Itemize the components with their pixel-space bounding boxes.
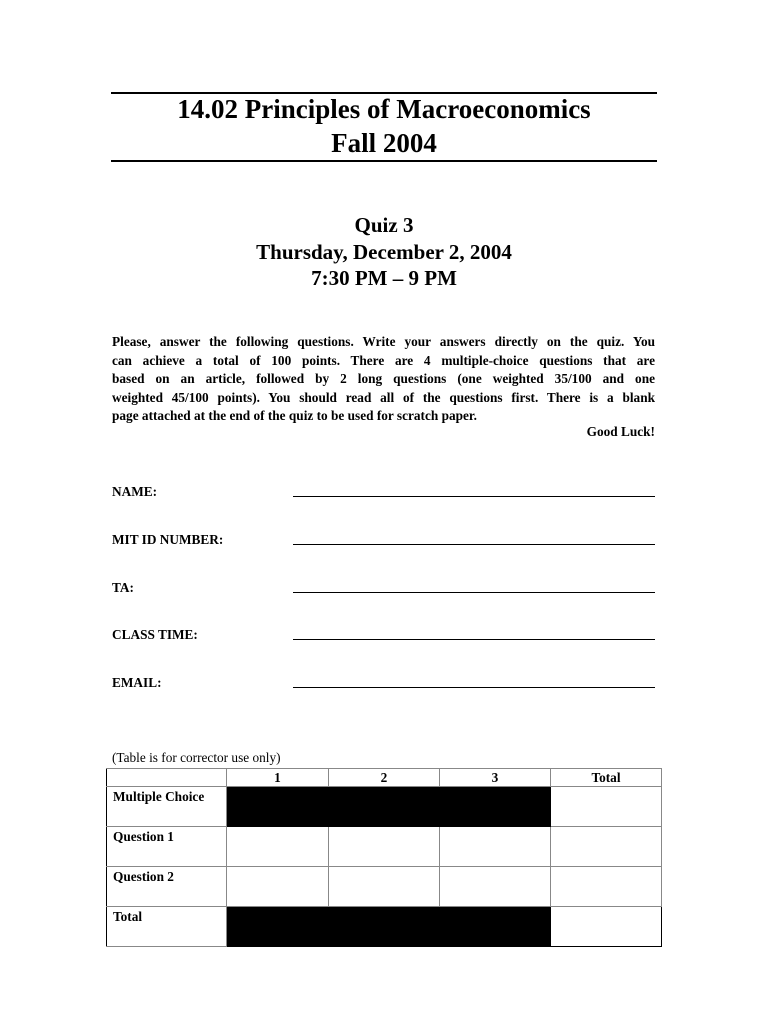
score-cell[interactable]	[551, 827, 662, 867]
header-cell-3: 3	[440, 769, 551, 787]
header-cell-1: 1	[227, 769, 329, 787]
header-cell-2: 2	[329, 769, 440, 787]
name-input-line[interactable]	[293, 496, 655, 497]
score-cell[interactable]	[329, 827, 440, 867]
course-title: 14.02 Principles of Macroeconomics	[177, 94, 591, 124]
quiz-time: 7:30 PM – 9 PM	[311, 266, 457, 290]
email-input-line[interactable]	[293, 687, 655, 688]
score-cell[interactable]	[227, 827, 329, 867]
score-cell[interactable]	[227, 867, 329, 907]
semester-title: Fall 2004	[331, 128, 437, 158]
shaded-cell	[329, 787, 440, 827]
shaded-cell	[227, 907, 329, 947]
instructions-line: Please, answer the following questions. Write your answers directly on the quiz. You	[112, 334, 655, 349]
shaded-cell	[440, 787, 551, 827]
quiz-title: Quiz 3	[354, 213, 414, 237]
shaded-cell	[440, 907, 551, 947]
mit-id-label: MIT ID NUMBER:	[112, 532, 224, 547]
table-row	[107, 867, 662, 907]
row-label-question-2: Question 2	[107, 867, 227, 907]
good-luck-text: Good Luck!	[586, 424, 655, 439]
class-time-label: CLASS TIME:	[112, 627, 198, 642]
score-table	[106, 768, 662, 947]
instructions-line: weighted 45/100 points). You should read all of the questions first. There is a blank	[112, 389, 655, 405]
row-label-question-1: Question 1	[107, 827, 227, 867]
score-cell[interactable]	[440, 827, 551, 867]
header-cell-total: Total	[551, 769, 662, 787]
instructions-line: based on an article, followed by 2 long questions (one weighted 35/100 and one	[112, 371, 655, 387]
table-row	[107, 907, 662, 947]
table-note: (Table is for corrector use only)	[112, 750, 281, 765]
grand-total-cell[interactable]	[551, 907, 662, 947]
instructions-paragraph	[112, 333, 655, 426]
row-label-total: Total	[107, 907, 227, 947]
header-cell-blank	[107, 769, 227, 787]
bottom-rule	[111, 160, 657, 162]
ta-input-line[interactable]	[293, 592, 655, 593]
row-label-multiple-choice: Multiple Choice	[107, 787, 227, 827]
score-cell[interactable]	[551, 867, 662, 907]
instructions-line: page attached at the end of the quiz to be used for scratch paper.	[112, 408, 477, 424]
score-cell[interactable]	[551, 787, 662, 827]
ta-label: TA:	[112, 580, 134, 595]
score-cell[interactable]	[329, 867, 440, 907]
table-row	[107, 827, 662, 867]
shaded-cell	[329, 907, 440, 947]
name-label: NAME:	[112, 484, 158, 499]
mit-id-input-line[interactable]	[293, 544, 655, 545]
score-cell[interactable]	[440, 867, 551, 907]
table-header-row	[107, 769, 662, 787]
class-time-input-line[interactable]	[293, 639, 655, 640]
table-row	[107, 787, 662, 827]
shaded-cell	[227, 787, 329, 827]
quiz-date: Thursday, December 2, 2004	[256, 240, 512, 264]
email-label: EMAIL:	[112, 675, 162, 690]
instructions-line: can achieve a total of 100 points. There are 4 multiple-choice questions that are	[112, 352, 655, 368]
